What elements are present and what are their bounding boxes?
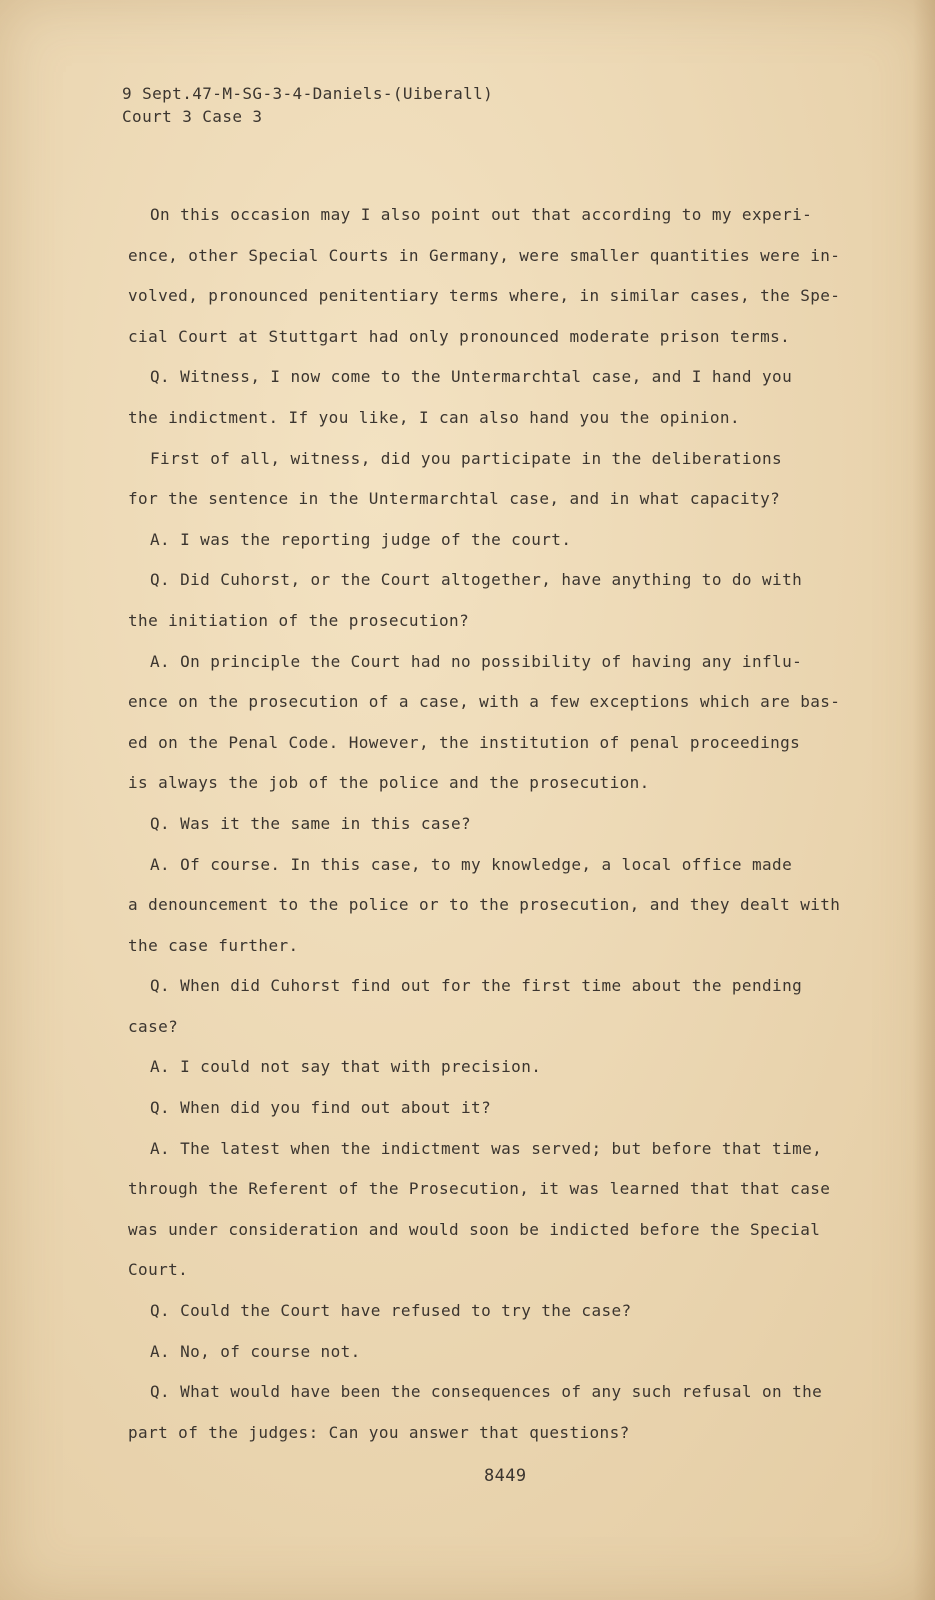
page-number: 8449: [484, 1466, 527, 1486]
transcript-line: A. I could not say that with precision.: [150, 1057, 542, 1077]
transcript-body: [128, 203, 868, 1461]
transcript-line: On this occasion may I also point out that according to my experi-: [150, 205, 813, 224]
transcript-line: part of the judges: Can you answer that questions?: [128, 1422, 630, 1442]
transcript-line: cial Court at Stuttgart had only pronounced moderate prison terms.: [128, 326, 791, 346]
transcript-line: is always the job of the police and the prosecution.: [128, 773, 650, 793]
transcript-line: A. On principle the Court had no possibility of having any influ-: [150, 651, 803, 671]
transcript-line: First of all, witness, did you participate in the deliberations: [150, 448, 783, 468]
transcript-line: a denouncement to the police or to the prosecution, and they dealt with: [128, 895, 841, 915]
header-reference-line: 9 Sept.47-M-SG-3-4-Daniels-(Uiberall): [122, 84, 494, 103]
transcript-line: Q. Could the Court have refused to try the case?: [150, 1301, 632, 1321]
document-header: [122, 82, 493, 128]
transcript-line: Q. Did Cuhorst, or the Court altogether, have anything to do with: [150, 570, 803, 590]
transcript-line: ence on the prosecution of a case, with a few exceptions which are bas-: [128, 692, 841, 712]
transcript-line: was under consideration and would soon be indicted before the Special: [128, 1219, 821, 1239]
transcript-line: A. Of course. In this case, to my knowledge, a local office made: [150, 854, 793, 874]
transcript-line: for the sentence in the Untermarchtal case, and in what capacity?: [128, 489, 781, 509]
transcript-line: ed on the Penal Code. However, the institution of penal proceedings: [128, 732, 801, 752]
transcript-line: Q. When did you find out about it?: [150, 1098, 492, 1118]
transcript-line: Q. What would have been the consequences of any such refusal on the: [150, 1382, 823, 1402]
transcript-line: the case further.: [128, 935, 299, 955]
header-court-line: Court 3 Case 3: [122, 107, 263, 126]
transcript-line: Q. When did Cuhorst find out for the first time about the pending: [150, 976, 803, 996]
transcript-line: the initiation of the prosecution?: [128, 610, 470, 630]
transcript-line: case?: [128, 1016, 179, 1036]
transcript-line: volved, pronounced penitentiary terms where, in similar cases, the Spe-: [128, 286, 841, 306]
transcript-line: through the Referent of the Prosecution, it was learned that that case: [128, 1179, 831, 1199]
transcript-line: Q. Witness, I now come to the Untermarchtal case, and I hand you: [150, 367, 793, 387]
transcript-line: Q. Was it the same in this case?: [150, 813, 472, 833]
transcript-line: the indictment. If you like, I can also hand you the opinion.: [128, 407, 741, 427]
transcript-line: A. The latest when the indictment was served; but before that time,: [150, 1138, 823, 1158]
transcript-line: A. No, of course not.: [150, 1341, 361, 1361]
transcript-line: A. I was the reporting judge of the court.: [150, 529, 572, 549]
transcript-line: ence, other Special Courts in Germany, were smaller quantities were in-: [128, 245, 841, 265]
page-edge-shadow: [913, 0, 935, 1600]
transcript-line: Court.: [128, 1260, 189, 1280]
